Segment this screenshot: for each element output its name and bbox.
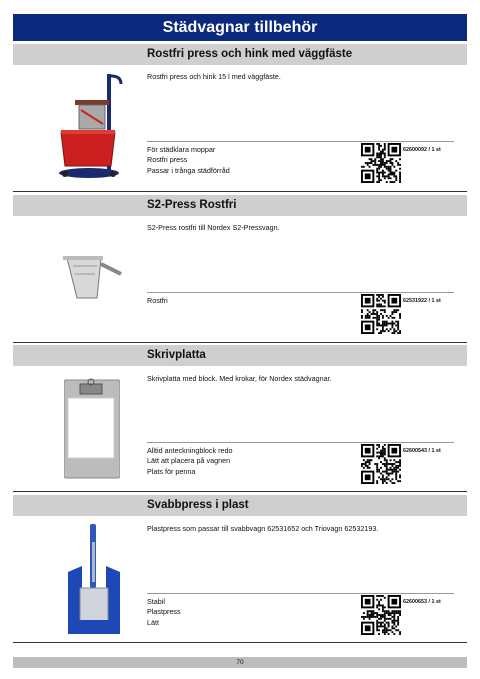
- page-footer: [13, 657, 467, 668]
- product-description: S2-Press rostfri till Nordex S2-Pressvagn.: [147, 223, 280, 232]
- product-header-2: [13, 195, 467, 216]
- section-rule: [13, 191, 467, 192]
- divider: [147, 292, 454, 293]
- press-bucket-wall-mount-image: [55, 70, 127, 187]
- feature-item: Lätt: [147, 617, 159, 627]
- product-header-1: [13, 44, 467, 65]
- product-header-4: [13, 495, 467, 516]
- feature-item: Lätt att placera på vagnen: [147, 456, 231, 466]
- plastic-mop-press-image: [62, 522, 126, 643]
- page-title: Städvagnar tillbehör: [162, 19, 318, 36]
- qr-code-icon: [361, 143, 401, 183]
- article-number: 62600543 / 1 st: [403, 448, 441, 454]
- product-name: Svabbpress i plast: [147, 499, 249, 511]
- page-number: 70: [236, 659, 244, 666]
- product-description: Plastpress som passar till svabbvagn 62531652 och Triovagn 62532193.: [147, 524, 379, 533]
- feature-item: Alltid anteckningblock redo: [147, 446, 233, 455]
- clipboard-image: [64, 376, 120, 485]
- feature-list: [147, 145, 230, 176]
- feature-item: Plastpress: [147, 607, 181, 617]
- feature-list: [147, 597, 181, 628]
- article-number: 62600653 / 1 st: [403, 599, 441, 605]
- feature-item: Stabil: [147, 597, 165, 606]
- qr-code-icon: [361, 294, 401, 334]
- feature-item: Passar i trånga städförråd: [147, 165, 230, 175]
- qr-code-icon: [361, 444, 401, 484]
- feature-list: [147, 446, 233, 477]
- section-rule: [13, 342, 467, 343]
- section-rule: [13, 491, 467, 492]
- feature-list: [147, 296, 168, 306]
- section-rule: [13, 642, 467, 643]
- s2-press-image: [63, 252, 125, 309]
- feature-item: Plats för penna: [147, 466, 196, 476]
- divider: [147, 593, 454, 594]
- feature-item: Rostfri: [147, 296, 168, 305]
- article-number: 62600092 / 1 st: [403, 147, 441, 153]
- feature-item: Rostfri press: [147, 155, 188, 165]
- divider: [147, 141, 454, 142]
- divider: [147, 442, 454, 443]
- feature-item: För städklara moppar: [147, 145, 216, 154]
- product-name: S2-Press Rostfri: [147, 199, 237, 211]
- qr-code-icon: [361, 595, 401, 635]
- article-number: 62531922 / 1 st: [403, 298, 441, 304]
- page-title-banner: [13, 14, 467, 41]
- product-header-3: [13, 345, 467, 366]
- product-name: Rostfri press och hink med väggfäste: [147, 48, 353, 60]
- product-description: Rostfri press och hink 15 l med väggfäste.: [147, 72, 281, 81]
- product-name: Skrivplatta: [147, 349, 206, 361]
- product-description: Skrivplatta med block. Med krokar, för Nordex städvagnar.: [147, 374, 332, 383]
